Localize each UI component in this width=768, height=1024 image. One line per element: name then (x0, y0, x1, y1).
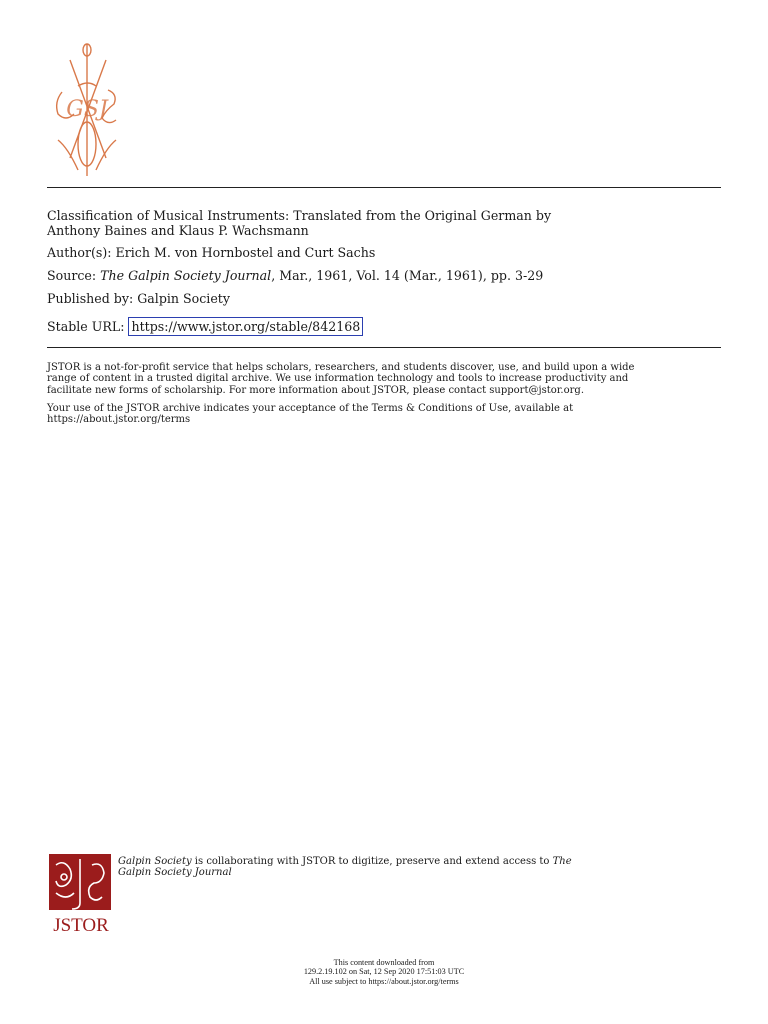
middle-divider (47, 347, 721, 348)
source-line (47, 268, 543, 283)
collaboration-statement (118, 856, 678, 879)
notice-line: facilitate new forms of scholarship. For more information about JSTOR, please contact support@jstor.org. (47, 384, 584, 396)
source-journal: The Galpin Society Journal (100, 268, 272, 283)
footer-line-3: All use subject to https://about.jstor.org/terms (309, 976, 459, 986)
stable-url-label: Stable URL: (47, 319, 125, 334)
stable-url-link[interactable]: https://www.jstor.org/stable/842168 (128, 317, 363, 336)
top-divider (47, 187, 721, 188)
notice-line: JSTOR is a not-for-profit service that helps scholars, researchers, and students discover, use, and build upon a wide (47, 362, 635, 373)
source-label: Source: (47, 268, 97, 283)
collab-text: is collaborating with JSTOR to digitize, preserve and extend access to (191, 856, 553, 867)
article-title-line-1: Classification of Musical Instruments: Translated from the Original German by (47, 208, 552, 223)
jstor-wordmark: JSTOR (53, 915, 109, 935)
article-title-line-2: Anthony Baines and Klaus P. Wachsmann (47, 223, 309, 238)
download-footer (0, 958, 768, 986)
footer-line-2: 129.2.19.102 on Sat, 12 Sep 2020 17:51:03 UTC (303, 967, 465, 977)
terms-notice (47, 403, 723, 426)
publisher-label: Published by: (47, 291, 134, 306)
jstor-logo (48, 853, 114, 935)
authors-value: Erich M. von Hornbostel and Curt Sachs (115, 245, 376, 260)
jstor-notice (47, 362, 723, 396)
stable-url-line (47, 319, 363, 334)
source-details: , Mar., 1961, Vol. 14 (Mar., 1961), pp. 3-29 (271, 268, 544, 283)
terms-line: Your use of the JSTOR archive indicates your acceptance of the Terms & Conditions of Use, available at (47, 403, 574, 414)
publisher-line (47, 291, 230, 306)
society-monogram: GSJ (66, 97, 108, 122)
authors-line (47, 245, 375, 260)
collab-journal-line-2: Galpin Society Journal (118, 867, 232, 879)
galpin-society-logo (48, 40, 126, 180)
publisher-value: Galpin Society (137, 291, 230, 306)
notice-line: range of content in a trusted digital archive. We use information technology and tools to increase productivity and (47, 373, 629, 385)
authors-label: Author(s): (47, 245, 112, 260)
collab-journal-line-1: The (552, 856, 572, 867)
terms-url[interactable]: https://about.jstor.org/terms (47, 414, 191, 426)
collab-society: Galpin Society (118, 856, 192, 867)
footer-line-1: This content downloaded from (333, 958, 435, 967)
